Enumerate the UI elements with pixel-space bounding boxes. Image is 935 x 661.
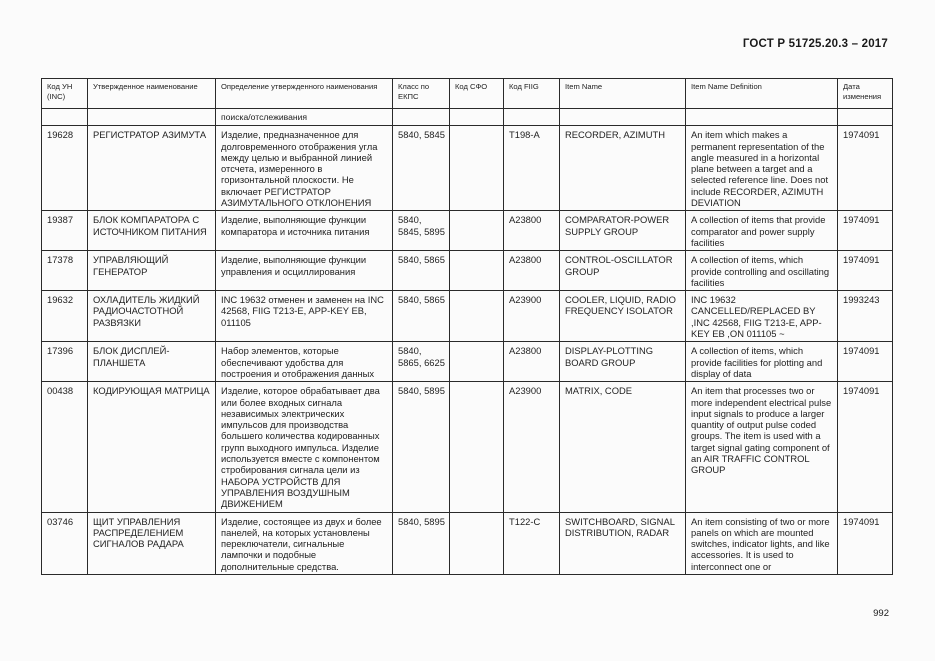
table-row	[42, 211, 893, 251]
cell-name: РЕГИСТРАТОР АЗИМУТА	[88, 126, 216, 211]
cell-item-def: An item which makes a permanent representation of the angle measured in a horizontal plane between a target and a selected reference line. Does not include RECORDER, AZIMUTH DEVIATION	[686, 126, 838, 211]
cell-definition: Изделие, которое обрабатывает два или более входных сигнала независимых электрических импульсов для производства большего количества кодированных групп выходного импульса. Изделие используется вместе с компонентом стробирования сигнала цели из НАБОРА УСТРОЙСТВ ДЛЯ УПРАВЛЕНИЯ ВОЗДУШНЫМ ДВИЖЕНИЕМ	[216, 382, 393, 512]
cell-sfo	[450, 342, 504, 382]
cell-item-name: RECORDER, AZIMUTH	[560, 126, 686, 211]
cell-code: 19628	[42, 126, 88, 211]
table-row	[42, 291, 893, 342]
cell-code: 17378	[42, 251, 88, 291]
cell-name: ОХЛАДИТЕЛЬ ЖИДКИЙ РАДИОЧАСТОТНОЙ РАЗВЯЗКИ	[88, 291, 216, 342]
header-ekps-class: Класс по ЕКПС	[393, 79, 450, 109]
header-item-name-definition: Item Name Definition	[686, 79, 838, 109]
cell-code: 03746	[42, 512, 88, 574]
header-fiig-code: Код FIIG	[504, 79, 560, 109]
cell-sfo	[450, 211, 504, 251]
cell-name: БЛОК КОМПАРАТОРА С ИСТОЧНИКОМ ПИТАНИЯ	[88, 211, 216, 251]
table-row	[42, 126, 893, 211]
cell-fiig: A23800	[504, 342, 560, 382]
cell-date	[838, 109, 893, 126]
cell-item-name: COOLER, LIQUID, RADIO FREQUENCY ISOLATOR	[560, 291, 686, 342]
cell-sfo	[450, 512, 504, 574]
cell-code: 19632	[42, 291, 88, 342]
cell-ekps: 5840, 5845, 5895	[393, 211, 450, 251]
cell-ekps: 5840, 5895	[393, 382, 450, 512]
cell-item-def	[686, 109, 838, 126]
cell-fiig: T198-A	[504, 126, 560, 211]
cell-name: БЛОК ДИСПЛЕЙ-ПЛАНШЕТА	[88, 342, 216, 382]
cell-name: ЩИТ УПРАВЛЕНИЯ РАСПРЕДЕЛЕНИЕМ СИГНАЛОВ РАДАРА	[88, 512, 216, 574]
cell-code	[42, 109, 88, 126]
cell-name	[88, 109, 216, 126]
cell-fiig: A23800	[504, 211, 560, 251]
cell-sfo	[450, 382, 504, 512]
cell-name: УПРАВЛЯЮЩИЙ ГЕНЕРАТОР	[88, 251, 216, 291]
cell-date: 1974091	[838, 382, 893, 512]
cell-code: 00438	[42, 382, 88, 512]
cell-ekps: 5840, 5865	[393, 251, 450, 291]
cell-definition: Набор элементов, которые обеспечивают удобства для построения и отображения данных	[216, 342, 393, 382]
cell-ekps: 5840, 5845	[393, 126, 450, 211]
cell-date: 1974091	[838, 126, 893, 211]
header-item-name: Item Name	[560, 79, 686, 109]
cell-definition: Изделие, предназначенное для долговременного отображения угла между целью и выбранной линией отсчета, измеренного в горизонтальной плоскости. Не включает РЕГИСТРАТОР АЗИМУТАЛЬНОГО ОТКЛОНЕНИЯ	[216, 126, 393, 211]
table-row	[42, 342, 893, 382]
cell-item-name: MATRIX, CODE	[560, 382, 686, 512]
cell-fiig	[504, 109, 560, 126]
cell-fiig: A23800	[504, 251, 560, 291]
cell-sfo	[450, 126, 504, 211]
cell-code: 19387	[42, 211, 88, 251]
cell-item-def: A collection of items that provide comparator and power supply facilities	[686, 211, 838, 251]
table-header-row	[42, 79, 893, 109]
header-code-un: Код УН (INC)	[42, 79, 88, 109]
cell-definition: Изделие, выполняющие функции управления и осциллирования	[216, 251, 393, 291]
cell-item-def: A collection of items, which provide facilities for plotting and display of data	[686, 342, 838, 382]
cell-item-name: SWITCHBOARD, SIGNAL DISTRIBUTION, RADAR	[560, 512, 686, 574]
cell-date: 1974091	[838, 512, 893, 574]
header-approved-name: Утвержденное наименование	[88, 79, 216, 109]
cell-item-name	[560, 109, 686, 126]
cell-definition: Изделие, выполняющие функции компаратора и источника питания	[216, 211, 393, 251]
document-title: ГОСТ Р 51725.20.3 – 2017	[742, 38, 888, 50]
cell-date: 1993243	[838, 291, 893, 342]
table-row	[42, 251, 893, 291]
cell-fiig: A23900	[504, 382, 560, 512]
cell-fiig: T122-C	[504, 512, 560, 574]
cell-date: 1974091	[838, 342, 893, 382]
cell-date: 1974091	[838, 251, 893, 291]
cell-fiig: A23900	[504, 291, 560, 342]
cell-code: 17396	[42, 342, 88, 382]
cell-sfo	[450, 109, 504, 126]
cell-item-def: A collection of items, which provide controlling and oscillating facilities	[686, 251, 838, 291]
classification-table	[41, 78, 893, 575]
cell-item-def: An item that processes two or more independent electrical pulse input signals to produce a larger quantity of output pulse coded groups. The item is used with a target signal gating component of an AIR TRAFFIC CONTROL GROUP	[686, 382, 838, 512]
cell-ekps: 5840, 5895	[393, 512, 450, 574]
cell-item-name: DISPLAY-PLOTTING BOARD GROUP	[560, 342, 686, 382]
cell-item-def: INC 19632 CANCELLED/REPLACED BY ,INC 42568, FIIG T213-E, APP-KEY EB ,ON 011105 ~	[686, 291, 838, 342]
cell-date: 1974091	[838, 211, 893, 251]
page-number: 992	[873, 608, 889, 619]
cell-definition: Изделие, состоящее из двух и более панелей, на которых установлены переключатели, сигнальные лампочки и подобные дополнительные средства.	[216, 512, 393, 574]
header-sfo-code: Код СФО	[450, 79, 504, 109]
cell-sfo	[450, 251, 504, 291]
cell-name: КОДИРУЮЩАЯ МАТРИЦА	[88, 382, 216, 512]
header-definition: Определение утвержденного наименования	[216, 79, 393, 109]
continuation-row	[42, 109, 893, 126]
table-row	[42, 512, 893, 574]
table-row	[42, 382, 893, 512]
header-change-date: Дата изменения	[838, 79, 893, 109]
cell-ekps	[393, 109, 450, 126]
cell-definition: INC 19632 отменен и заменен на INC 42568, FIIG T213-E, APP-KEY EB, 011105	[216, 291, 393, 342]
cell-item-def: An item consisting of two or more panels on which are mounted switches, indicator lights, and like accessories. It is used to interconnect one or	[686, 512, 838, 574]
cell-sfo	[450, 291, 504, 342]
cell-item-name: COMPARATOR-POWER SUPPLY GROUP	[560, 211, 686, 251]
cell-ekps: 5840, 5865	[393, 291, 450, 342]
cell-item-name: CONTROL-OSCILLATOR GROUP	[560, 251, 686, 291]
cell-ekps: 5840, 5865, 6625	[393, 342, 450, 382]
cell-definition: поиска/отслеживания	[216, 109, 393, 126]
